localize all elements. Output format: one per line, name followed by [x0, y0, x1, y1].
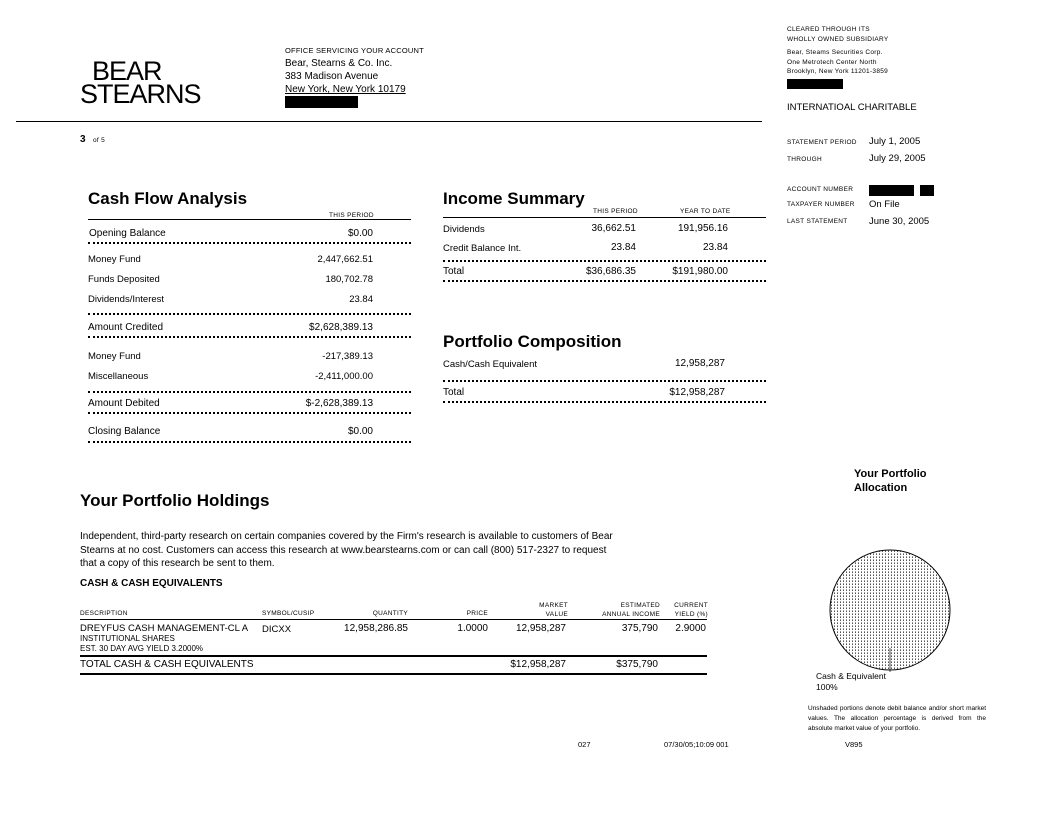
debit-value: -217,389.13 — [322, 351, 373, 362]
credit-value: 23.84 — [349, 294, 373, 305]
clearing-corp: Bear, Steams Securities Corp. — [787, 49, 883, 56]
col-quantity: QUANTITY — [372, 610, 408, 617]
research-note — [80, 530, 613, 571]
opening-value: $0.00 — [347, 228, 373, 239]
col-symbol: SYMBOL/CUSIP — [262, 610, 315, 617]
pie-slice-pct: 100% — [816, 682, 838, 692]
portfolio-comp-label: Cash/Cash Equivalent — [443, 359, 537, 370]
portfolio-comp-total-value: $12,958,287 — [669, 387, 725, 398]
bear-stearns-logo — [80, 56, 201, 109]
taxpayer-label: TAXPAYER NUMBER — [787, 201, 855, 208]
holding-description — [80, 624, 248, 654]
redaction-bar — [787, 79, 843, 89]
income-row-label: Dividends — [443, 224, 485, 235]
col-income-line1: ESTIMATED — [620, 602, 660, 609]
last-statement-value: June 30, 2005 — [869, 216, 930, 227]
holding-quantity: 12,958,286.85 — [344, 623, 408, 634]
table-rule — [80, 673, 707, 675]
cash-flow-title: Cash Flow Analysis — [88, 189, 248, 208]
income-total-period: $36,686.35 — [585, 266, 636, 277]
office-name: Bear, Stearns & Co. Inc. — [285, 58, 393, 69]
credit-label: Dividends/Interest — [88, 294, 165, 305]
holding-desc-line2: INSTITUTIONAL SHARES — [80, 634, 175, 643]
allocation-note: Unshaded portions denote debit balance and/or short market values. The allocation percentage is derived from the absolute market value of your portfolio. — [808, 705, 986, 732]
account-number-label: ACCOUNT NUMBER — [787, 186, 854, 193]
allocation-title — [854, 467, 927, 495]
portfolio-comp-total-row — [443, 387, 766, 403]
credit-value: 180,702.78 — [325, 274, 373, 285]
portfolio-comp-title: Portfolio Composition — [443, 332, 622, 351]
table-rule — [80, 619, 707, 620]
page-of: of 5 — [93, 137, 106, 144]
col-market-value — [500, 601, 568, 619]
taxpayer-value: On File — [869, 199, 900, 210]
logo-line1: BEAR — [92, 56, 162, 86]
total-market-value: $12,958,287 — [510, 659, 566, 670]
col-annual-income — [590, 601, 660, 619]
account-name: INTERNATIOAL CHARITABLE — [787, 102, 917, 113]
clearing-line1: CLEARED THROUGH ITS — [787, 26, 870, 33]
redaction-bar — [869, 185, 914, 196]
pie-slice-label: Cash & Equivalent — [816, 671, 886, 681]
income-row-period: 23.84 — [610, 242, 636, 253]
research-line: that a copy of this research be sent to them. — [80, 558, 275, 569]
research-line: Stearns at no cost. Customers can access this research at www.bearstearns.com or can call (800) 517-2327 to request — [80, 544, 607, 556]
office-label: OFFICE SERVICING YOUR ACCOUNT — [285, 46, 424, 55]
income-total-label: Total — [443, 266, 465, 277]
footer-code: 027 — [578, 740, 591, 749]
closing-label: Closing Balance — [88, 426, 161, 437]
pie-label — [816, 671, 886, 693]
clearing-info — [787, 25, 889, 89]
debit-row — [88, 351, 411, 362]
amount-debited-row — [88, 398, 411, 414]
income-col-period: THIS PERIOD — [593, 208, 638, 215]
income-row-ytd: 23.84 — [702, 242, 728, 253]
through-value: July 29, 2005 — [869, 153, 926, 164]
holding-yield: 2.9000 — [675, 623, 706, 634]
allocation-title-line1: Your Portfolio — [854, 468, 927, 480]
table-rule — [80, 655, 707, 657]
col-yield-line2: YIELD (%) — [674, 611, 708, 618]
debit-label: Money Fund — [88, 351, 141, 362]
income-rule — [443, 217, 766, 218]
last-statement-label: LAST STATEMENT — [787, 218, 848, 225]
total-annual-income: $375,790 — [616, 659, 658, 670]
income-row-period: 36,662.51 — [591, 223, 636, 234]
holding-desc-line3: EST. 30 DAY AVG YIELD 3.2000% — [80, 644, 204, 653]
debited-value: $-2,628,389.13 — [305, 398, 373, 409]
credit-value: 2,447,662.51 — [317, 254, 373, 265]
debit-label: Miscellaneous — [88, 371, 149, 382]
holding-price: 1.0000 — [457, 623, 488, 634]
debited-label: Amount Debited — [88, 398, 160, 409]
col-yield-line1: CURRENT — [674, 602, 708, 609]
income-total-ytd: $191,980.00 — [672, 266, 728, 277]
opening-label: Opening Balance — [89, 228, 166, 239]
income-row-label: Credit Balance Int. — [443, 243, 522, 254]
closing-balance-row — [88, 426, 411, 443]
credit-row — [88, 274, 411, 285]
office-address — [285, 44, 424, 110]
col-market-line2: VALUE — [545, 611, 568, 618]
cash-flow-col-header: THIS PERIOD — [329, 212, 374, 219]
col-yield — [666, 601, 708, 619]
income-row-ytd: 191,956.16 — [677, 223, 728, 234]
debit-value: -2,411,000.00 — [315, 371, 373, 382]
income-total-row — [443, 266, 766, 282]
office-street: 383 Madison Avenue — [285, 71, 379, 82]
header-rule — [16, 121, 762, 122]
clearing-street: One Metrotech Center North — [787, 58, 877, 66]
statement-period-value: July 1, 2005 — [869, 136, 921, 147]
total-label: TOTAL CASH & CASH EQUIVALENTS — [80, 659, 254, 670]
divider — [88, 391, 411, 393]
portfolio-comp-total-label: Total — [443, 387, 465, 398]
divider — [88, 313, 411, 315]
holding-market-value: 12,958,287 — [515, 623, 566, 634]
cash-flow-rule — [88, 219, 411, 220]
credit-label: Money Fund — [88, 254, 141, 265]
logo-line2: STEARNS — [80, 79, 201, 109]
redaction-bar — [920, 185, 934, 196]
section-heading: CASH & CASH EQUIVALENTS — [80, 578, 223, 589]
col-income-line2: ANNUAL INCOME — [602, 611, 660, 618]
closing-value: $0.00 — [347, 426, 373, 437]
amount-credited-row — [88, 322, 411, 338]
redaction-bar — [285, 96, 358, 108]
opening-balance-row — [88, 228, 411, 244]
page-number: 3 — [80, 134, 86, 145]
credited-label: Amount Credited — [88, 322, 164, 333]
holdings-title: Your Portfolio Holdings — [80, 491, 270, 510]
research-line: Independent, third-party research on certain companies covered by the Firm's research is available to customers of Bear — [80, 531, 613, 542]
clearing-line2: WHOLLY OWNED SUBSIDIARY — [787, 35, 889, 43]
col-description: DESCRIPTION — [80, 610, 128, 617]
col-price: PRICE — [466, 610, 488, 617]
income-col-ytd: YEAR TO DATE — [680, 208, 731, 215]
income-title: Income Summary — [443, 189, 585, 208]
debit-row — [88, 371, 411, 382]
page-indicator — [80, 129, 105, 147]
statement-period-label: STATEMENT PERIOD — [787, 139, 857, 146]
holding-desc-line1: DREYFUS CASH MANAGEMENT-CL A — [80, 623, 249, 634]
credit-row — [88, 254, 411, 265]
divider — [443, 380, 766, 382]
through-label: THROUGH — [787, 156, 822, 163]
credit-row — [88, 294, 411, 305]
allocation-pie-chart — [828, 548, 952, 672]
clearing-city: Brooklyn, New York 11201-3859 — [787, 68, 889, 75]
divider — [443, 260, 766, 262]
footer-timestamp: 07/30/05;10:09 001 — [664, 740, 729, 749]
office-city: New York, New York 10179 — [285, 84, 406, 95]
credit-label: Funds Deposited — [88, 274, 160, 285]
footer-code: V895 — [845, 740, 863, 749]
holding-annual-income: 375,790 — [621, 623, 658, 634]
portfolio-comp-value: 12,958,287 — [674, 358, 725, 369]
credited-value: $2,628,389.13 — [309, 322, 373, 333]
col-market-line1: MARKET — [539, 602, 568, 609]
allocation-title-line2: Allocation — [854, 482, 908, 494]
holding-symbol: DICXX — [262, 624, 292, 635]
